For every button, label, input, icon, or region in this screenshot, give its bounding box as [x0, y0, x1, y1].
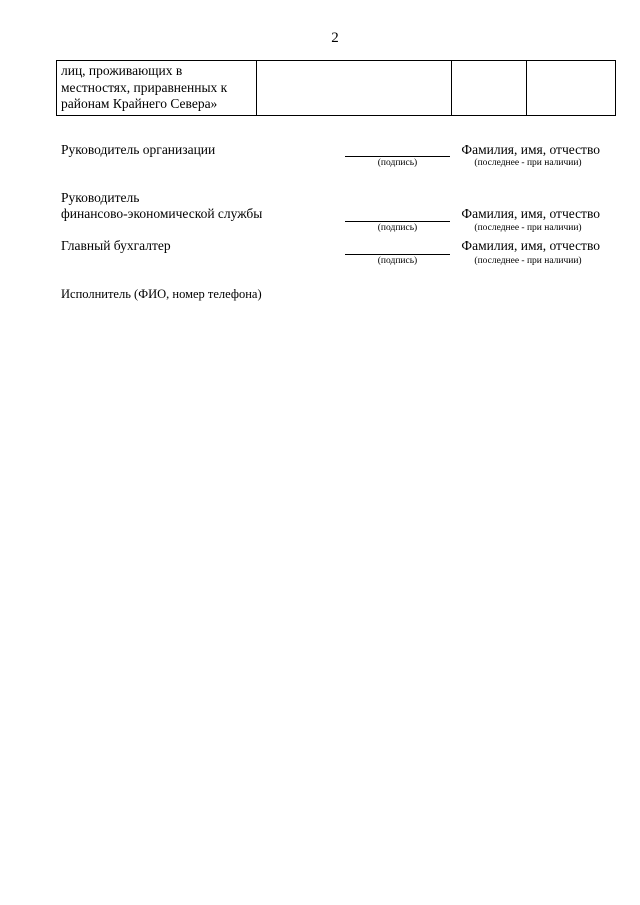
signatory-name: Фамилия, имя, отчество — [461, 238, 600, 253]
signature-caption: (подпись) — [377, 223, 418, 233]
signatory-name: Фамилия, имя, отчество — [461, 142, 600, 157]
continuation-table — [56, 60, 616, 116]
signature-role-label: Руководитель организации — [61, 142, 216, 157]
signature-role-label: Главный бухгалтер — [61, 238, 171, 253]
signature-caption: (подпись) — [377, 158, 418, 168]
table-cell-description — [57, 61, 257, 116]
cell-text-line: местностях, приравненных к — [61, 79, 228, 95]
signature-line — [345, 254, 450, 255]
cell-text-line: лиц, проживающих в — [61, 63, 183, 78]
signature-caption: (подпись) — [377, 256, 418, 266]
signature-role-label: Руководитель — [61, 190, 140, 205]
table-cell-empty — [527, 61, 616, 116]
executor-label: Исполнитель (ФИО, номер телефона) — [61, 287, 262, 301]
signature-role-label: финансово-экономической службы — [61, 206, 263, 221]
table-cell-empty — [257, 61, 452, 116]
signatory-name-hint: (последнее - при наличии) — [474, 223, 582, 233]
table-row — [57, 61, 616, 116]
page-number: 2 — [331, 30, 339, 46]
signatory-name-hint: (последнее - при наличии) — [474, 256, 582, 266]
signature-line — [345, 221, 450, 222]
signatory-name: Фамилия, имя, отчество — [461, 206, 600, 221]
signature-line — [345, 156, 450, 157]
signatory-name-hint: (последнее - при наличии) — [474, 158, 582, 168]
cell-text-line: районам Крайнего Севера» — [61, 96, 218, 111]
table-cell-empty — [452, 61, 527, 116]
